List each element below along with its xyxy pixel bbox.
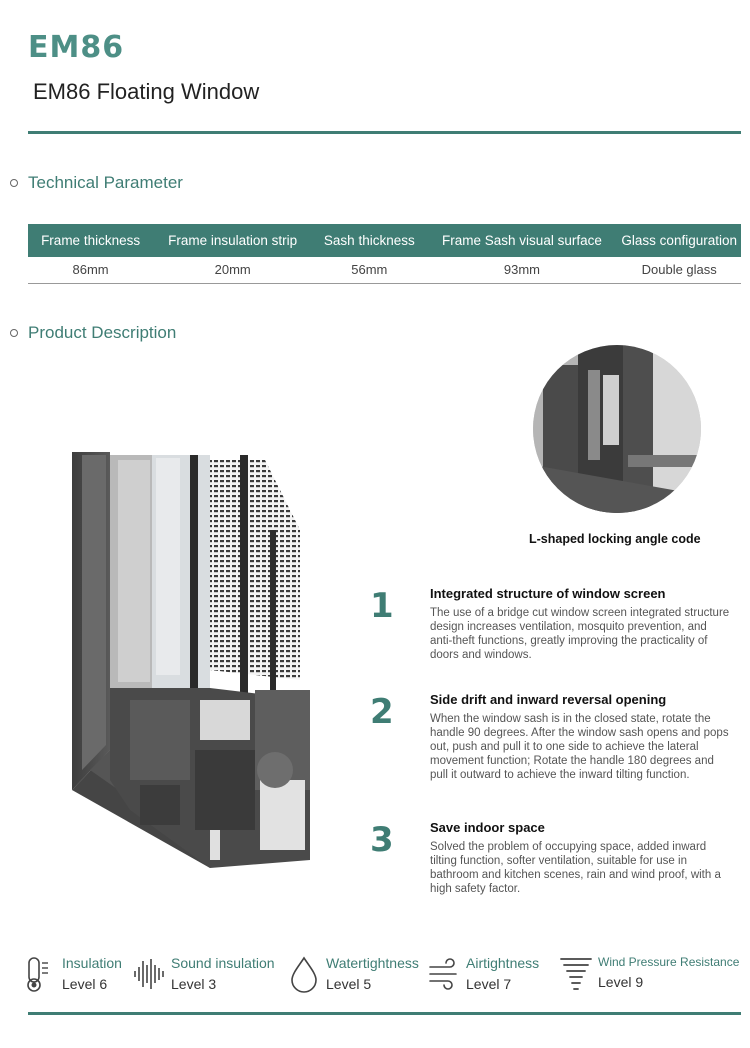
column-header: Frame insulation strip xyxy=(153,224,312,257)
column-header: Frame thickness xyxy=(28,224,153,257)
feature-description: Solved the problem of occupying space, added inward tilting function, softer ventilation, suitable for use in bathroom and kitchen scenes, rain and wind proof, with a high safety factor. xyxy=(430,841,721,895)
feature-number: 1 xyxy=(370,586,394,626)
section-heading: Technical Parameter xyxy=(28,173,183,192)
table-cell: 56mm xyxy=(312,257,426,283)
technical-parameter-table xyxy=(28,224,741,284)
performance-wind-pressure xyxy=(560,955,739,993)
feature-title: Save indoor space xyxy=(430,820,545,835)
table-cell: 86mm xyxy=(28,257,153,283)
performance-sound-insulation xyxy=(133,955,275,993)
performance-label: Wind Pressure Resistance xyxy=(598,955,740,969)
performance-level: Level 7 xyxy=(466,976,512,992)
table-cell: 93mm xyxy=(426,257,617,283)
table-cell: 20mm xyxy=(153,257,312,283)
tornado-icon xyxy=(560,955,592,993)
performance-label: Insulation xyxy=(62,955,122,971)
performance-level: Level 5 xyxy=(326,976,372,992)
performance-level: Level 9 xyxy=(598,974,644,990)
footer-divider xyxy=(28,1012,741,1015)
feature-number: 2 xyxy=(370,692,394,732)
performance-level: Level 3 xyxy=(171,976,217,992)
section-technical-parameter xyxy=(10,173,183,193)
sound-wave-icon xyxy=(133,955,165,993)
performance-label: Airtightness xyxy=(466,955,540,971)
feature-title: Integrated structure of window screen xyxy=(430,586,666,601)
locking-angle-detail-image xyxy=(533,345,701,513)
column-header: Glass configuration xyxy=(617,224,741,257)
feature-number: 3 xyxy=(370,820,394,860)
table-row xyxy=(28,257,741,283)
feature-title: Side drift and inward reversal opening xyxy=(430,692,667,707)
performance-airtightness xyxy=(428,955,539,993)
performance-label: Sound insulation xyxy=(171,955,275,971)
section-product-description xyxy=(10,323,176,343)
bullet-circle-icon xyxy=(10,329,18,337)
performance-label: Watertightness xyxy=(326,955,419,971)
column-header: Sash thickness xyxy=(312,224,426,257)
column-header: Frame Sash visual surface xyxy=(426,224,617,257)
header-divider xyxy=(28,131,741,134)
wind-icon xyxy=(428,955,460,993)
performance-watertightness xyxy=(288,955,419,993)
brand-logo: EM86 xyxy=(28,30,125,65)
section-heading: Product Description xyxy=(28,323,177,342)
table-header-row xyxy=(28,224,741,257)
performance-insulation xyxy=(24,955,122,993)
feature-description: The use of a bridge cut window screen integrated structure design increases ventilation, mosquito prevention, and anti-theft functions, greatly improving the practicality of doors and windows. xyxy=(430,607,730,661)
window-profile-cross-section-image xyxy=(70,450,315,870)
performance-level: Level 6 xyxy=(62,976,108,992)
page-title: EM86 Floating Window xyxy=(33,79,260,104)
detail-image-caption: L-shaped locking angle code xyxy=(529,532,701,546)
feature-description: When the window sash is in the closed state, rotate the handle 90 degrees. After the window sash opens and pops out, push and pull it to one side to achieve the lateral movement function; Rotate the handle 180 degrees and pull it outward to achieve the inward tilting function. xyxy=(430,713,729,781)
bullet-circle-icon xyxy=(10,179,18,187)
table-cell: Double glass xyxy=(617,257,741,283)
water-drop-icon xyxy=(288,955,320,993)
thermometer-icon xyxy=(24,955,56,993)
